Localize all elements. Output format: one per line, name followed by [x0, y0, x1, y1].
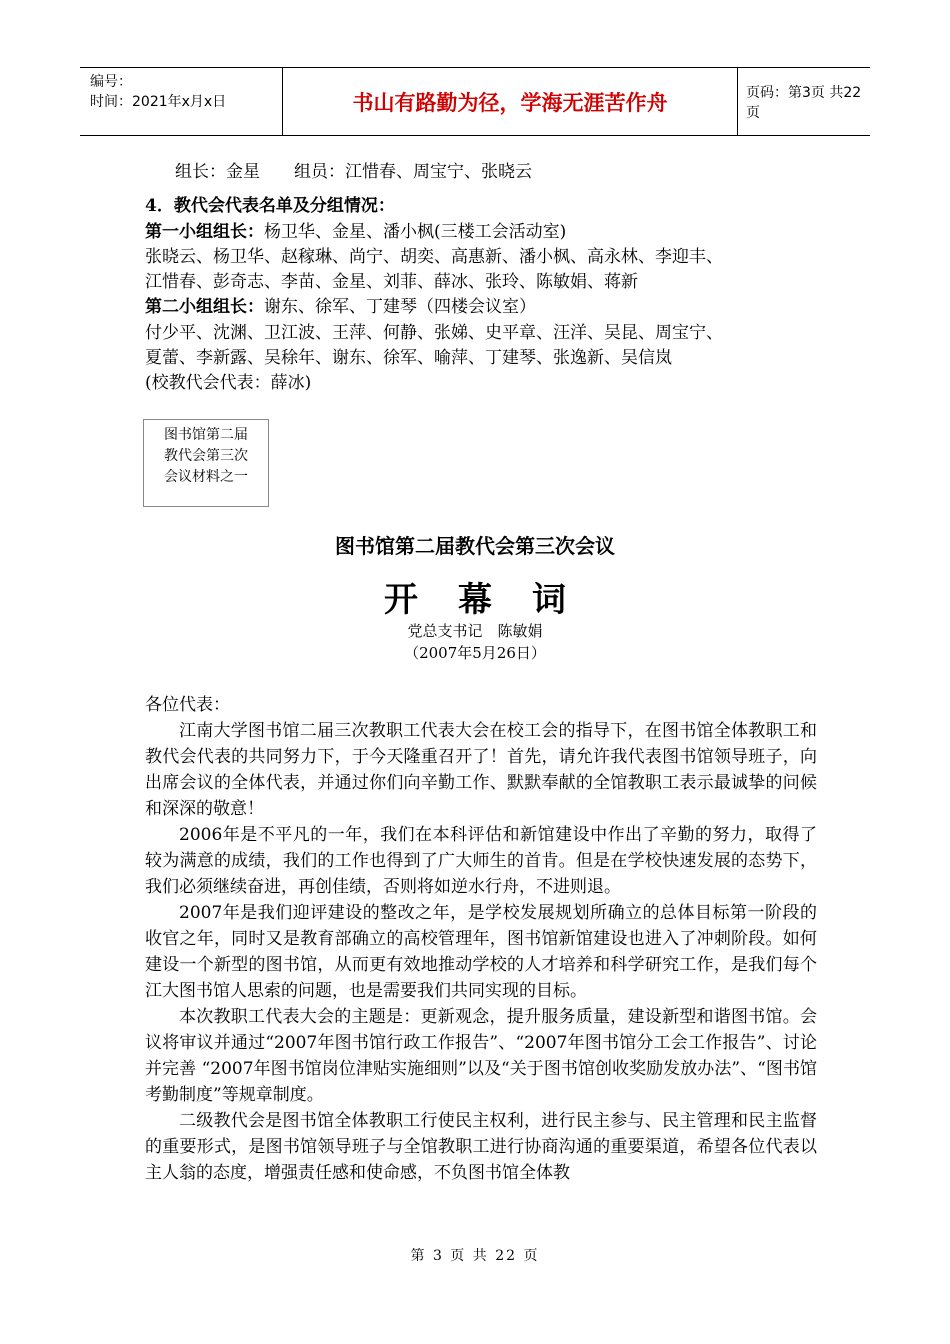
group1-heading-label: 第一小组组长： — [145, 222, 264, 242]
group2-members-line-1: 付少平、沈渊、卫江波、王萍、何静、张娣、史平章、汪洋、吴昆、周宝宁、 — [145, 323, 723, 343]
paragraph: 2006年是不平凡的一年，我们在本科评估和新馆建设中作出了辛勤的努力，取得了较为满意的成绩，我们的工作也得到了广大师生的首肯。但是在学校快速发展的态势下，我们必须继续奋进，再创佳绩，否则将如逆水行舟，不进则退。 — [145, 825, 817, 897]
page-footer: 第 3 页 共 22 页 — [410, 1248, 540, 1264]
header-meta — [80, 68, 283, 135]
material-label-line-2: 教代会第三次 — [164, 448, 248, 464]
speech-title: 图书馆第二届教代会第三次会议 — [335, 534, 615, 558]
page-header — [80, 67, 870, 136]
group1-heading — [145, 219, 566, 245]
material-label-line-3: 会议材料之一 — [164, 469, 248, 485]
salutation: 各位代表： — [145, 695, 230, 715]
paragraph: 江南大学图书馆二届三次教职工代表大会在校工会的指导下，在图书馆全体教职工和教代会代表的共同努力下，于今天隆重召开了！首先，请允许我代表图书馆领导班子，向出席会议的全体代表，并通过你们向辛勤工作、默默奉献的全馆教职工表示最诚挚的问候和深深的敬意！ — [145, 721, 817, 819]
section-heading: 4．教代会代表名单及分组情况： — [145, 196, 395, 216]
group1-members-line-1: 张晓云、杨卫华、赵稼琳、尚宁、胡奕、高惠新、潘小枫、高永林、李迎丰、 — [145, 247, 723, 267]
speech-body — [145, 692, 817, 1186]
group2-heading-label: 第二小组组长： — [145, 297, 264, 317]
speech-date: （2007年5月26日） — [404, 644, 546, 662]
header-motto: 书山有路勤为径，学海无涯苦作舟 — [283, 68, 738, 135]
paragraph: 二级教代会是图书馆全体教职工行使民主权利，进行民主参与、民主管理和民主监督的重要形式，是图书馆领导班子与全馆教职工进行协商沟通的重要渠道，希望各位代表以主人翁的态度，增强责任感和使命感，不负图书馆全体教 — [145, 1111, 817, 1183]
material-label-line-1: 图书馆第二届 — [164, 427, 248, 443]
group2-heading-rest: 谢东、徐军、丁建琴（四楼会议室） — [264, 297, 536, 317]
header-page-info: 页码：第3页 共22页 — [746, 84, 862, 121]
group1-members-line-2: 江惜春、彭奇志、李苗、金星、刘菲、薛冰、张玲、陈敏娟、蒋新 — [145, 272, 638, 292]
group-leaders-line: 组长：金星 组员：江惜春、周宝宁、张晓云 — [175, 162, 532, 182]
header-number: 编号： — [90, 74, 132, 90]
group1-heading-rest: 杨卫华、金星、潘小枫(三楼工会活动室) — [264, 222, 567, 242]
header-time: 时间：2021年x月x日 — [90, 94, 227, 110]
paragraph: 2007年是我们迎评建设的整改之年，是学校发展规划所确立的总体目标第一阶段的收官之年，同时又是教育部确立的高校管理年，图书馆新馆建设也进入了冲刺阶段。如何建设一个新型的图书馆，从而更有效地推动学校的人才培养和科学研究工作，是我们每个江大图书馆人思索的问题，也是需要我们共同实现的目标。 — [145, 903, 817, 1001]
material-label-box — [143, 419, 269, 507]
speech-byline: 党总支书记 陈敏娟 — [407, 622, 543, 640]
paragraph: 本次教职工代表大会的主题是：更新观念，提升服务质量，建设新型和谐图书馆。会议将审议并通过“2007年图书馆行政工作报告”、“2007年图书馆分工会工作报告”、讨论并完善 “2007年图书馆岗位津贴实施细则”以及“关于图书馆创收奖励发放办法”、“图书馆考勤制度”等规章制度。 — [145, 1007, 817, 1105]
speech-subtitle: 开幕词 — [384, 580, 606, 620]
group2-members-line-2: 夏蕾、李新露、吴稌年、谢东、徐军、喻萍、丁建琴、张逸新、吴信岚 — [145, 348, 672, 368]
group2-heading — [145, 294, 536, 320]
school-representative: (校教代会代表：薛冰) — [145, 373, 312, 393]
